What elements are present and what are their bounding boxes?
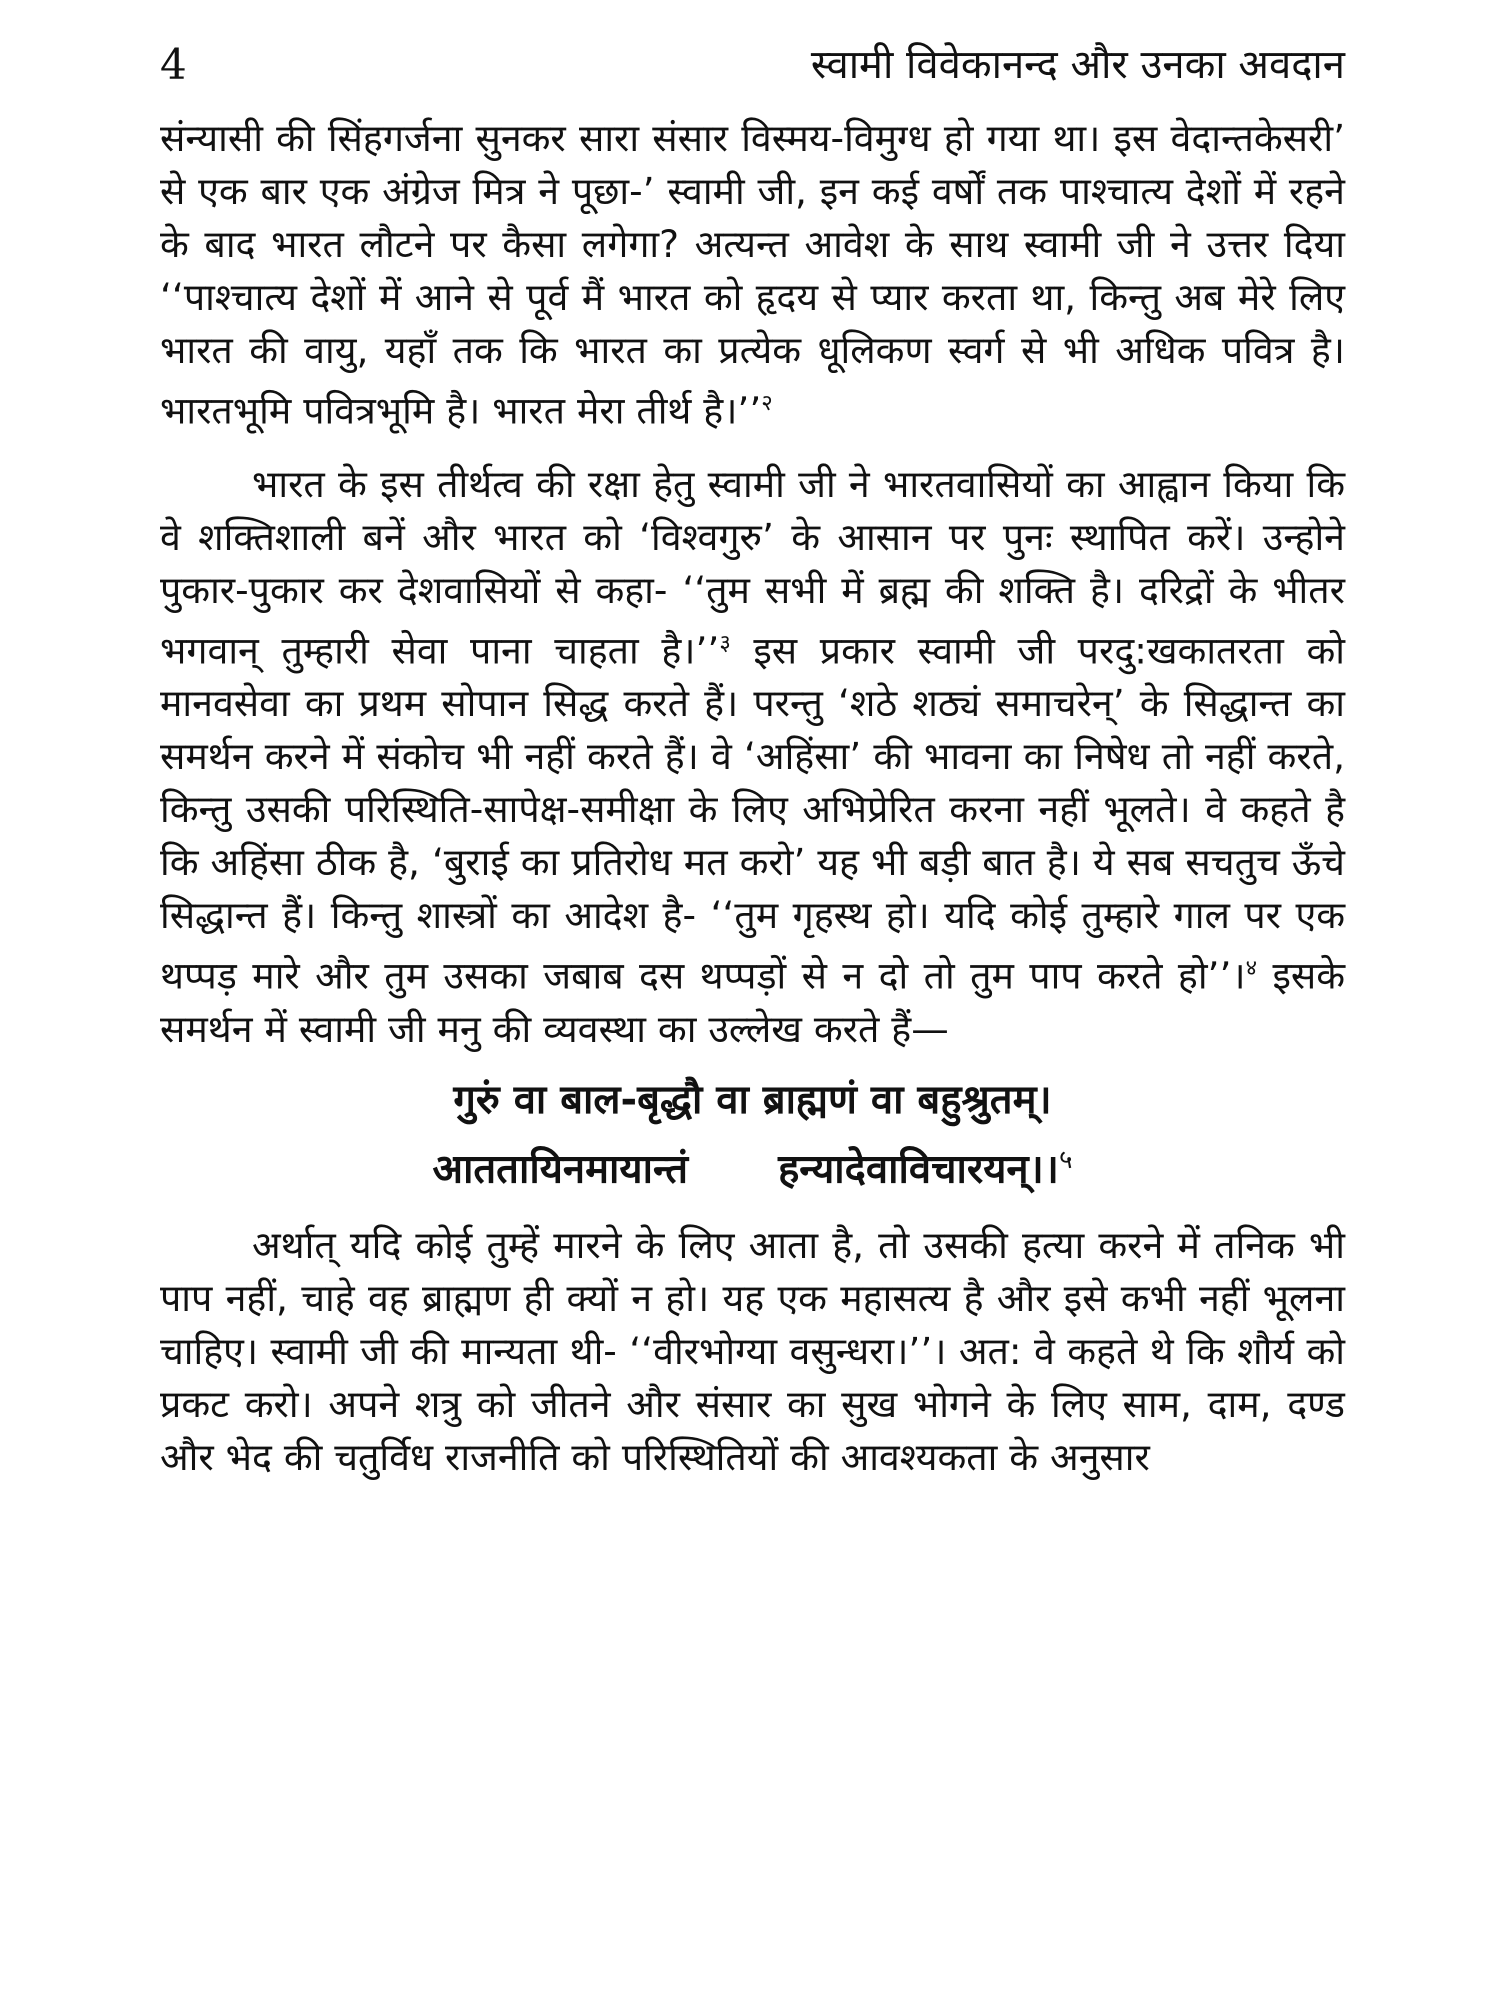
paragraph-2-part-2: इस प्रकार स्वामी जी परदु:खकातरता को मानवसेवा का प्रथम सोपान सिद्ध करते हैं। परन्तु ‘शठे शठ्यं समाचरेन्’ के सिद्धान्त का समर्थन करने में संकोच भी नहीं करते हैं। वे ‘अहिंसा’ की भावना का निषेध तो नहीं करते, किन्तु उसकी परिस्थिति-सापेक्ष-समीक्षा के लिए अभिप्रेरित करना नहीं भूलते। वे कहते है कि अहिंसा ठीक है, ‘बुराई का प्रतिरोध मत करो’ यह भी बड़ी बात है। ये सब सचतुच ऊँचे सिद्धान्त हैं। किन्तु शास्त्रों का आदेश है- ‘‘तुम गृहस्थ हो। यदि कोई तुम्हारे गाल पर एक थप्पड़ मारे और तुम उसका जबाब दस थप्पड़ों से न दो तो तुम पाप करते हो’’। xyxy=(160,628,1345,998)
running-title: स्वामी विवेकानन्द और उनका अवदान xyxy=(810,42,1345,88)
paragraph-2 xyxy=(160,458,1345,1056)
page-number: 4 xyxy=(160,40,187,89)
paragraph-1-text: संन्यासी की सिंहगर्जना सुनकर सारा संसार विस्मय-विमुग्ध हो गया था। इस वेदान्तकेसरी’ से एक बार एक अंग्रेज मित्र ने पूछा-’ स्वामी जी, इन कई वर्षों तक पाश्चात्य देशों में रहने के बाद भारत लौटने पर कैसा लगेगा? अत्यन्त आवेश के साथ स्वामी जी ने उत्तर दिया ‘‘पाश्चात्य देशों में आने से पूर्व मैं भारत को हृदय से प्यार करता था, किन्तु अब मेरे लिए भारत की वायु, यहाँ तक कि भारत का प्रत्येक धूलिकण स्वर्ग से भी अधिक पवित्र है। भारतभूमि पवित्रभूमि है। भारत मेरा तीर्थ है।’’ xyxy=(160,116,1345,433)
verse-line-2 xyxy=(160,1130,1345,1199)
footnote-ref-4: ४ xyxy=(1245,956,1258,981)
page-header xyxy=(160,30,1345,100)
paragraph-3: अर्थात् यदि कोई तुम्हें मारने के लिए आता है, तो उसकी हत्या करने में तनिक भी पाप नहीं, चाहे वह ब्राह्मण ही क्यों न हो। यह एक महासत्य है और इसे कभी नहीं भूलना चाहिए। स्वामी जी की मान्यता थी- ‘‘वीरभोग्या वसुन्धरा।’’। अत: वे कहते थे कि शौर्य को प्रकट करो। अपने शत्रु को जीतने और संसार का सुख भोगने के लिए साम, दाम, दण्ड और भेद की चतुर्विध राजनीति को परिस्थितियों की आवश्यकता के अनुसार xyxy=(160,1222,1345,1479)
verse-line-2-first-half: आततायिनमायान्तं xyxy=(432,1145,689,1192)
footnote-ref-3: ३ xyxy=(719,630,731,656)
sanskrit-verse xyxy=(160,1070,1345,1199)
paragraph-2-part-1: भारत के इस तीर्थत्व की रक्षा हेतु स्वामी जी ने भारतवासियों का आह्वान किया कि वे शक्तिशाली बनें और भारत को ‘विश्वगुरु’ के आसान पर पुनः स्थापित करें। उन्होने पुकार-पुकार कर देशवासियों से कहा- ‘‘तुम सभी में ब्रह्म की शक्ति है। दरिद्रों के भीतर भगवान् तुम्हारी सेवा पाना चाहता है।’’ xyxy=(160,461,1345,672)
paragraph-1 xyxy=(160,112,1345,438)
verse-line-1: गुरुं वा बाल-बृद्धौ वा ब्राह्मणं वा बहुश्रुतम्। xyxy=(453,1076,1052,1123)
paragraph-2-part-3: इसके समर्थन में स्वामी जी मनु की व्यवस्था का उल्लेख करते हैं— xyxy=(160,953,1346,1051)
body-text xyxy=(160,112,1345,1484)
verse-line-2-second-half: हन्यादेवाविचारयन्।। xyxy=(778,1145,1059,1192)
footnote-ref-5: ५ xyxy=(1058,1144,1073,1175)
footnote-ref-2: २ xyxy=(761,391,773,416)
